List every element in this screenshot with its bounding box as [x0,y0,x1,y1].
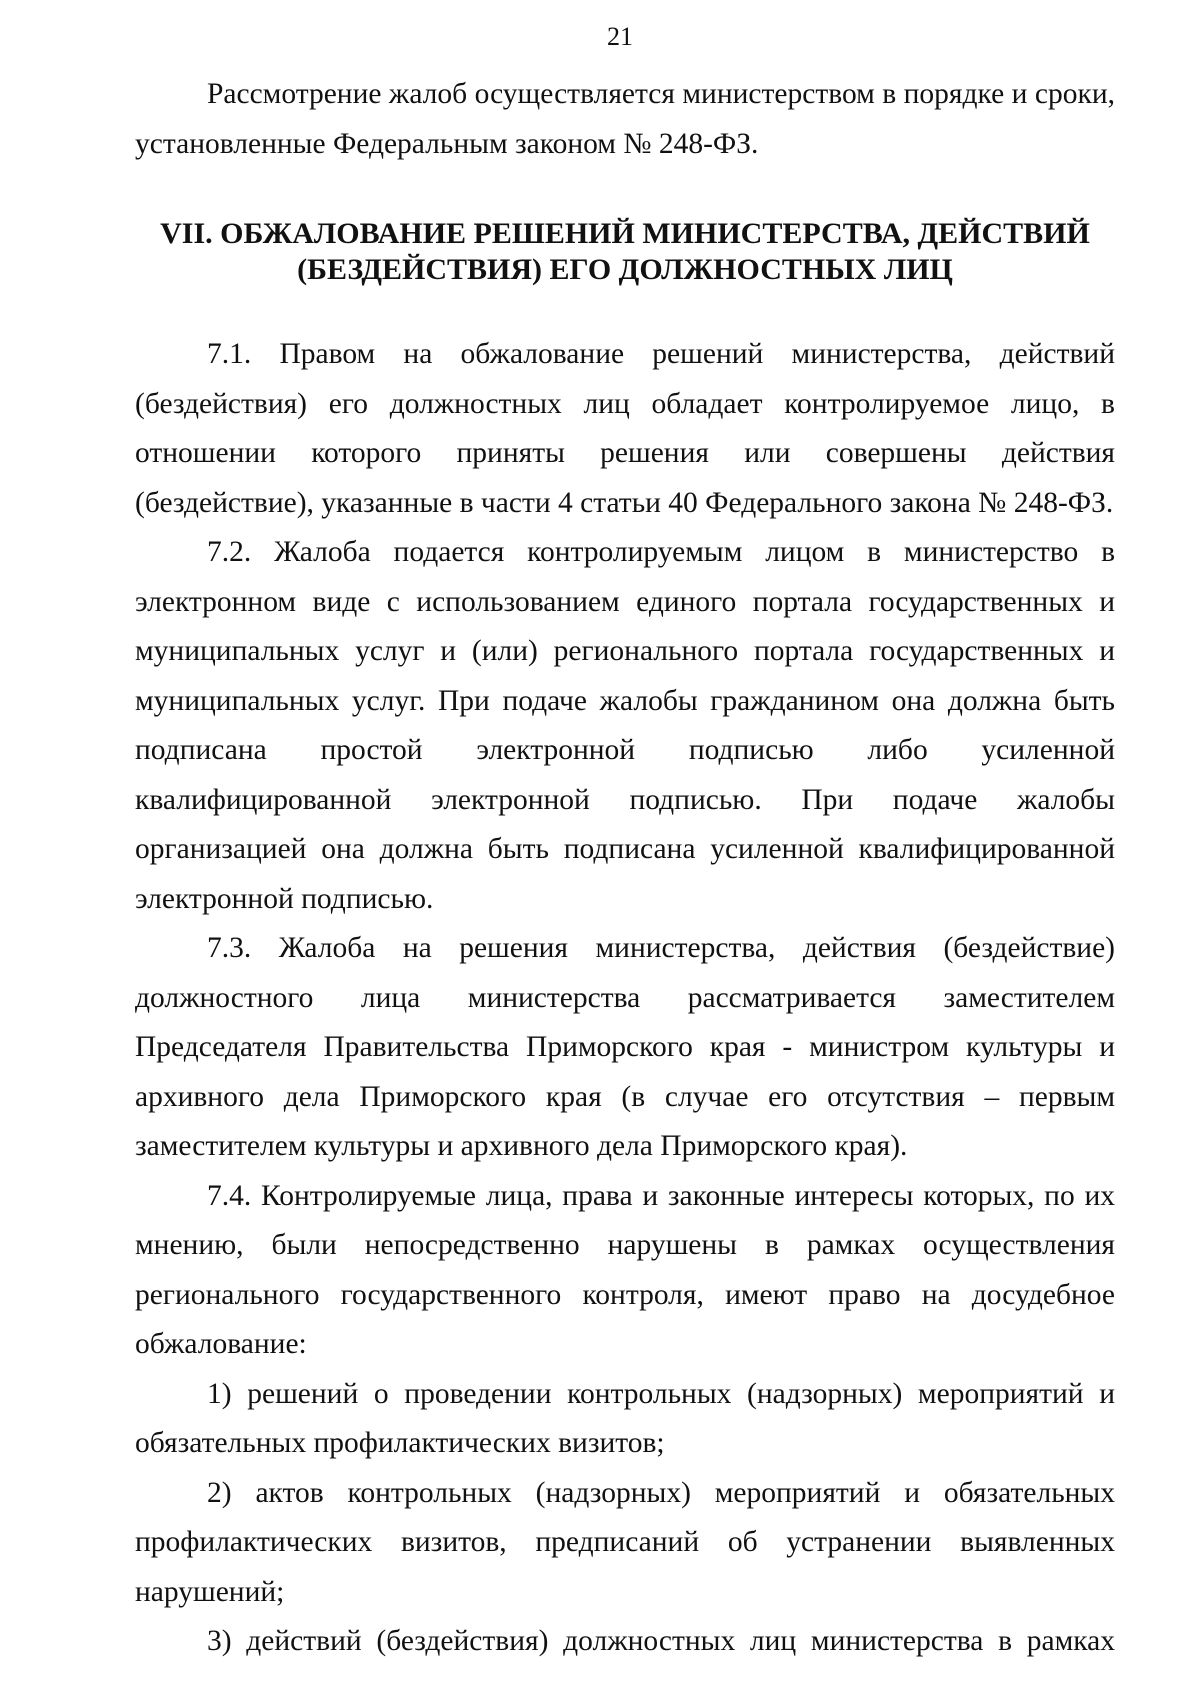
section-heading-line-1: VII. ОБЖАЛОВАНИЕ РЕШЕНИЙ МИНИСТЕРСТВА, ДЕЙСТВИЙ [160,217,1090,250]
list-item-1: 1) решений о проведении контрольных (надзорных) мероприятий и обязательных профилактических визитов; [135,1377,1115,1459]
list-item-2: 2) актов контрольных (надзорных) мероприятий и обязательных профилактических визитов, предписаний об устранении выявленных нарушений; [135,1476,1115,1608]
section-heading [135,216,1115,288]
paragraph-7-3: 7.3. Жалоба на решения министерства, действия (бездействие) должностного лица министерства рассматривается заместителем Председателя Правительства Приморского края - министром культуры и архивного дела Приморского края (в случае его отсутствия – первым заместителем культуры и архивного дела Приморского края). [135,932,1115,1162]
paragraph-7-4: 7.4. Контролируемые лица, права и законные интересы которых, по их мнению, были непосредственно нарушены в рамках осуществления регионального государственного контроля, имеют право на досудебное обжалование: [135,1179,1115,1360]
list-item-3: 3) действий (бездействия) должностных лиц министерства в рамках [207,1625,1115,1657]
paragraph-7-1: 7.1. Правом на обжалование решений министерства, действий (бездействия) его должностных лиц обладает контролируемое лицо, в отношении которого приняты решения или совершены действия (бездействие), указанные в части 4 статьи 40 Федерального закона № 248-ФЗ. [135,338,1115,519]
document-body [135,70,1115,1667]
page-number: 21 [607,22,633,51]
intro-paragraph: Рассмотрение жалоб осуществляется министерством в порядке и сроки, установленные Федеральным законом № 248-ФЗ. [135,78,1115,160]
paragraph-7-2: 7.2. Жалоба подается контролируемым лицом в министерство в электронном виде с использованием единого портала государственных и муниципальных услуг и (или) регионального портала государственных и муниципальных услуг. При подаче жалобы гражданином она должна быть подписана простой электронной подписью либо усиленной квалифицированной электронной подписью. При подаче жалобы организацией она должна быть подписана усиленной квалифицированной электронной подписью. [135,536,1115,915]
section-heading-line-2: (БЕЗДЕЙСТВИЯ) ЕГО ДОЛЖНОСТНЫХ ЛИЦ [297,253,953,286]
